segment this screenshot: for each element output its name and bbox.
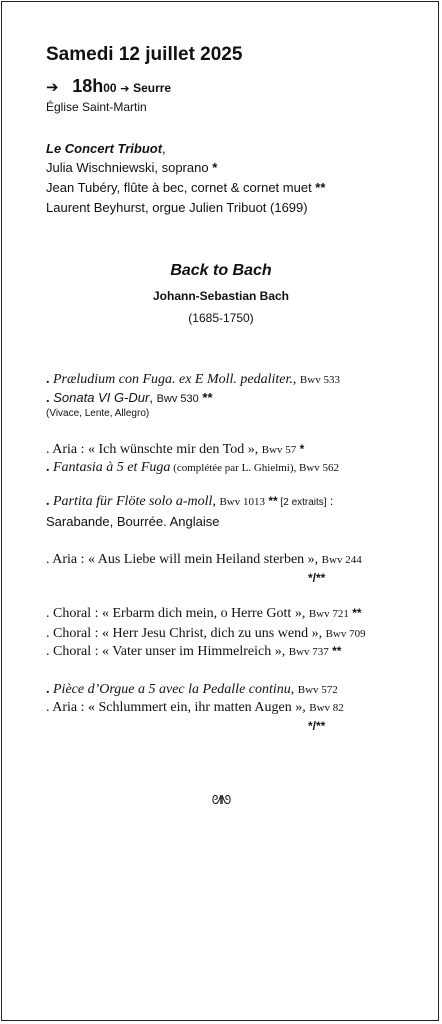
work-title: Sonata VI G-Dur xyxy=(53,390,150,405)
work-title: Pièce d’Orgue a 5 avec la Pedalle continu xyxy=(53,682,291,697)
work-mark: ** xyxy=(264,494,278,508)
work-text: . Aria : « Aus Liebe will mein Heiland sterben », xyxy=(46,552,322,567)
work-item xyxy=(46,372,340,388)
work-bwv: Bwv 572 xyxy=(297,684,338,696)
work-bwv: Bwv 721 xyxy=(308,608,349,620)
work-title: Fantasia à 5 et Fuga xyxy=(53,460,171,475)
work-note: (complétée par L. Ghielmi), xyxy=(170,462,300,474)
performer-text: Julia Wischniewski, soprano xyxy=(46,160,209,175)
voice-mark: */** xyxy=(308,571,326,585)
ensemble-title: Le Concert Tribuot xyxy=(46,141,163,156)
work-item xyxy=(46,460,339,476)
work-bwv: Bwv 562 xyxy=(299,462,340,474)
program-title: Back to Bach xyxy=(170,262,272,279)
work-title: Præludium con Fuga. ex E Moll. pedaliter. xyxy=(53,372,293,387)
work-bwv: Bwv 1013 xyxy=(219,496,265,508)
concert-date: Samedi 12 juillet 2025 xyxy=(46,44,243,65)
work-mark: ** xyxy=(348,606,362,620)
composer-dates: (1685-1750) xyxy=(188,311,254,325)
work-colon: : xyxy=(326,494,334,508)
work-dot: . xyxy=(46,682,53,697)
performer-mark: ** xyxy=(311,180,326,195)
work-bwv: Bwv 530 xyxy=(156,393,199,405)
arrow-icon: ➔ xyxy=(46,79,59,96)
performer-line xyxy=(46,200,308,215)
work-movements: (Vivace, Lente, Allegro) xyxy=(46,408,150,419)
work-dot: . xyxy=(46,390,54,405)
work-bwv: Bwv 737 xyxy=(288,646,329,658)
work-item xyxy=(46,390,213,405)
performer-mark: * xyxy=(208,160,218,175)
work-item xyxy=(46,552,362,568)
work-item xyxy=(46,700,344,716)
concert-minutes: 00 xyxy=(103,81,117,95)
work-sep: , xyxy=(212,494,220,509)
performer-text: Laurent Beyhurst, orgue Julien Tribuot (1699) xyxy=(46,200,308,215)
voice-mark: */** xyxy=(308,719,326,733)
venue: Église Saint-Martin xyxy=(46,100,147,114)
work-sep: , xyxy=(292,372,300,387)
performer-line xyxy=(46,160,217,175)
work-dot: . xyxy=(46,460,53,475)
work-dot: . xyxy=(46,372,53,387)
work-item xyxy=(46,626,366,642)
work-bwv: Bwv 709 xyxy=(325,628,366,640)
concert-hour: 18h xyxy=(72,76,104,96)
concert-town: Seurre xyxy=(133,81,172,95)
work-title: Partita für Flöte solo a-moll xyxy=(53,494,213,509)
work-bwv: Bwv 244 xyxy=(321,554,362,566)
work-text: . Choral : « Vater unser im Himmelreich », xyxy=(46,644,289,659)
time-line xyxy=(46,76,171,97)
composer-name: Johann-Sebastian Bach xyxy=(152,289,290,303)
work-dot: . xyxy=(46,494,53,509)
ensemble-suffix: , xyxy=(162,141,166,156)
work-text: . Aria : « Schlummert ein, ihr matten Augen », xyxy=(46,700,310,715)
work-mark: * xyxy=(296,442,305,456)
work-item xyxy=(46,682,338,698)
work-bwv: Bwv 82 xyxy=(309,702,344,714)
work-item xyxy=(46,644,341,660)
ensemble-name xyxy=(46,141,166,156)
work-item xyxy=(46,606,362,622)
work-extract: [2 extraits] xyxy=(277,497,327,508)
performer-text: Jean Tubéry, flûte à bec, cornet & cornet muet xyxy=(46,180,312,195)
work-item xyxy=(46,494,333,510)
performer-line xyxy=(46,180,325,195)
arrow-icon: ➔ xyxy=(120,83,130,95)
work-text: . Choral : « Erbarm dich mein, o Herre Gott », xyxy=(46,606,309,621)
ornament-icon: ᘛᘚ xyxy=(211,793,231,807)
work-text: . Aria : « Ich wünschte mir den Tod », xyxy=(46,442,262,457)
work-sep: , xyxy=(149,390,157,405)
work-item xyxy=(46,442,304,458)
work-continuation: Sarabande, Bourrée. Anglaise xyxy=(46,514,220,529)
work-mark: ** xyxy=(328,644,342,658)
work-mark: ** xyxy=(198,390,213,405)
work-bwv: Bwv 533 xyxy=(299,374,340,386)
work-text: . Choral : « Herr Jesu Christ, dich zu uns wend », xyxy=(46,626,326,641)
work-sep: , xyxy=(290,682,298,697)
work-bwv: Bwv 57 xyxy=(261,444,297,456)
